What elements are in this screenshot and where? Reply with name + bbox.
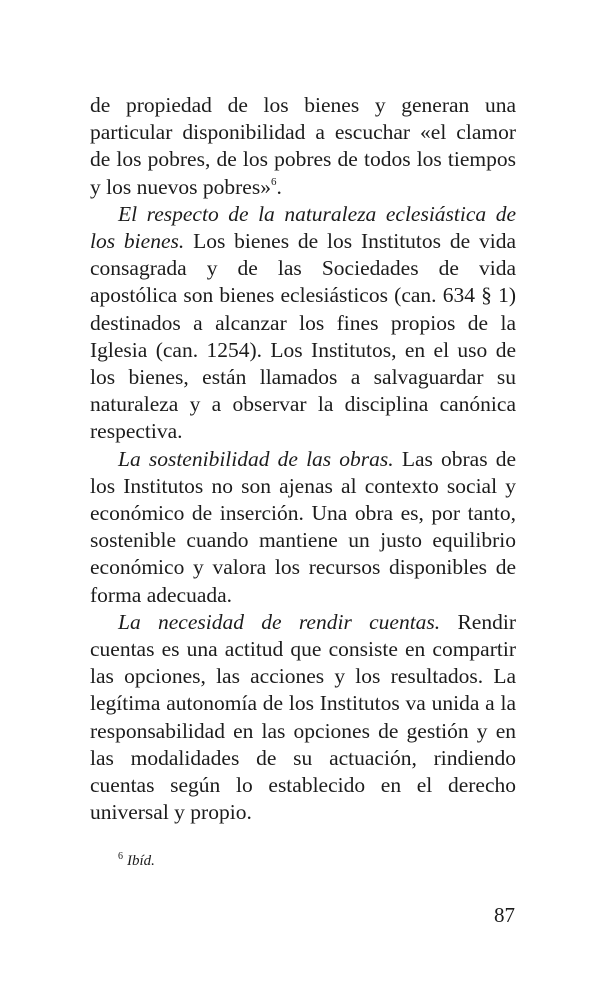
paragraph-heading: El respecto de la naturaleza eclesiástica de los bienes.: [90, 201, 516, 254]
paragraph-heading: La necesidad de rendir cuentas.: [118, 609, 441, 634]
paragraph-2: El respecto de la naturaleza eclesiástica de los bienes. Los bienes de los Institutos de vida consagrada y de las Sociedades de vida apostólica son bienes eclesiásticos (can. 634 § 1) destinados a alcanzar los fines propios de la Iglesia (can. 1254). Los Institutos, en el uso de los bienes, están llamados a salvaguardar su naturaleza y a observar la disciplina canónica respectiva.: [90, 201, 516, 444]
page-number: 87: [494, 903, 515, 927]
footnote-number: 6: [118, 851, 123, 862]
body-text: [90, 92, 516, 826]
paragraph-heading: La sostenibilidad de las obras.: [118, 446, 394, 471]
paragraph-1: de propiedad de los bienes y generan una particular disponibilidad a escuchar «el clamor de los pobres, de los pobres de todos los tiempos y los nuevos pobres»$^6$.: [90, 93, 516, 199]
footnote-text: Ibíd.: [127, 853, 155, 869]
footnote: [118, 851, 155, 871]
paragraph-4: La necesidad de rendir cuentas. Rendir cuentas es una actitud que consiste en compartir las opciones, las acciones y los resultados. La legítima autonomía de los Institutos va unida a la responsabilidad en las opciones de gestión y en las modalidades de su actuación, rindiendo cuentas según lo establecido en el derecho universal y propio.: [90, 609, 516, 825]
footnote-reference: 6: [270, 175, 277, 188]
paragraph-3: La sostenibilidad de las obras. Las obras de los Institutos no son ajenas al contexto social y económico de inserción. Una obra es, por tanto, sostenible cuando mantiene un justo equilibrio económico y valora los recursos disponibles de forma adecuada.: [90, 446, 517, 607]
